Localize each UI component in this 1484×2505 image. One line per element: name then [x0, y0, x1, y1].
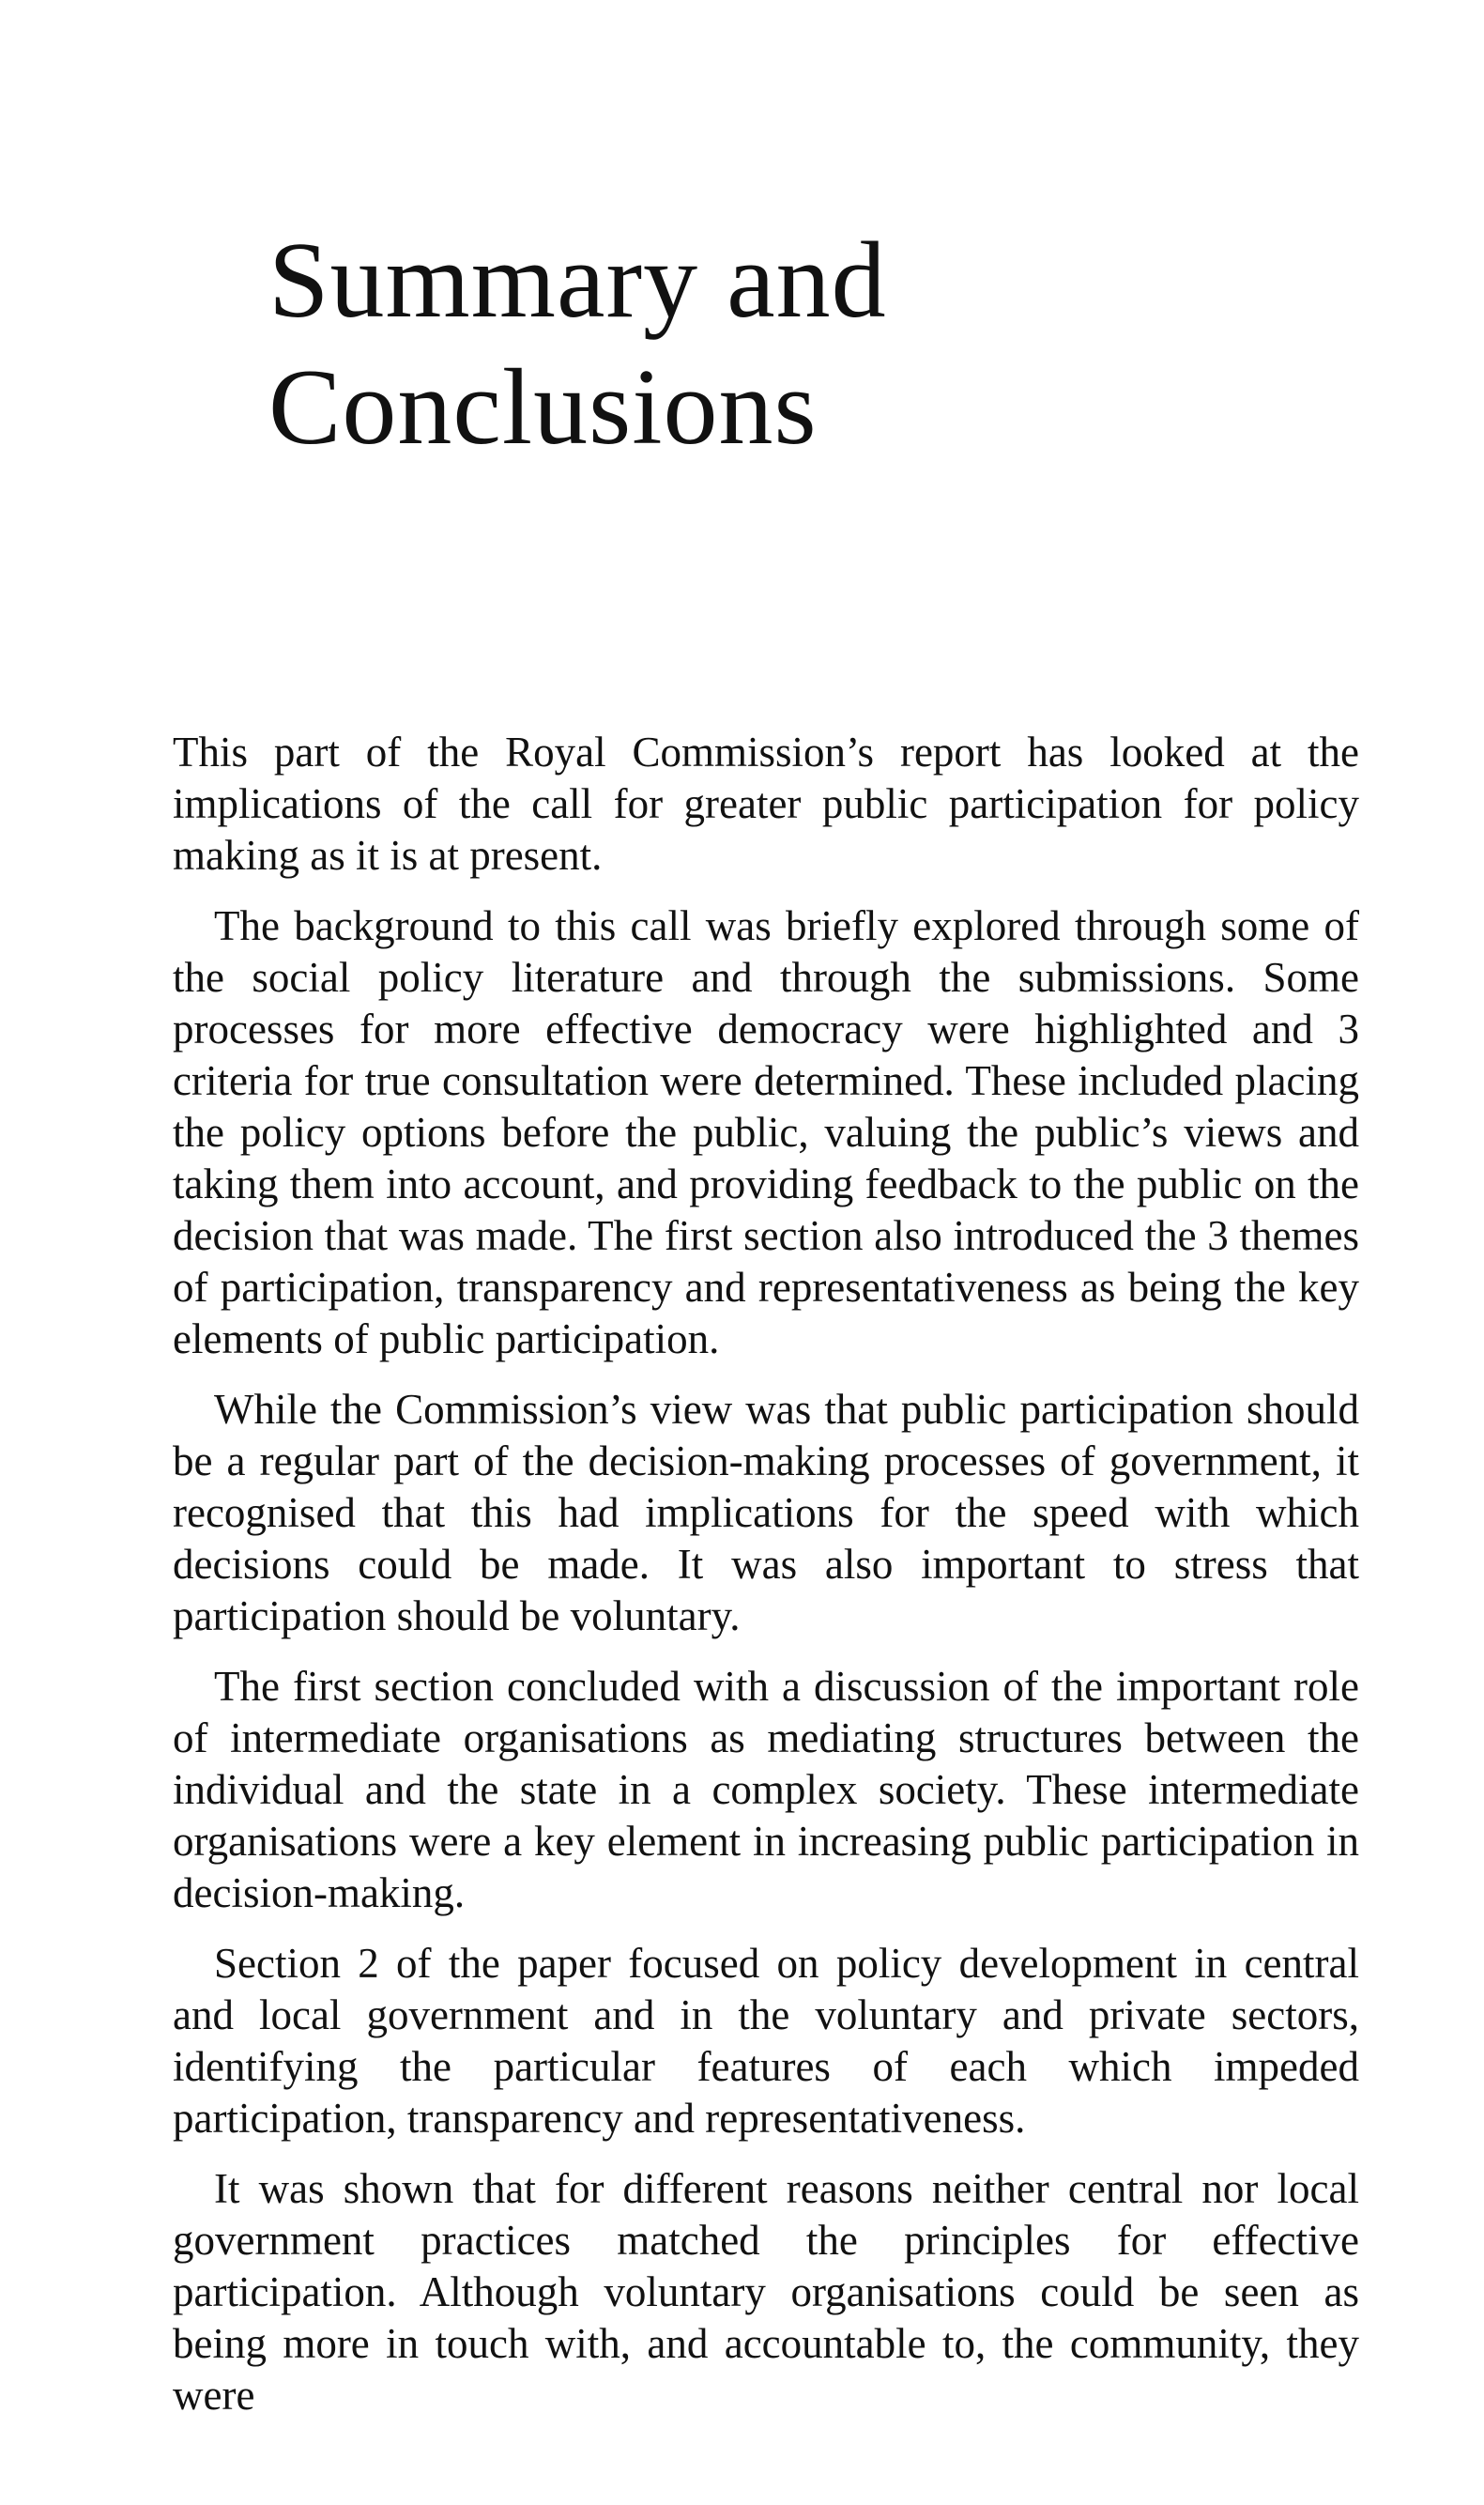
paragraph-4: The first section concluded with a discussion of the important role of intermediate organisations as mediating structures between the individual and the state in a complex society. These intermediate organisations were a key element in increasing public participation in decision-making.: [173, 1663, 1359, 1916]
body-text: [173, 727, 1359, 2440]
paragraph-6: It was shown that for different reasons neither central nor local government practices matched the principles for effective participation. Although voluntary organisations could be seen as being more in touch with, and accountable to, the community, they were: [173, 2165, 1359, 2419]
chapter-title-line-1: Summary and: [268, 221, 887, 341]
paragraph-2: The background to this call was briefly explored through some of the social policy literature and through the submissions. Some processes for more effective democracy were highlighted and 3 criteria for true consultation were determined. These included placing the policy options before the public, valuing the public’s views and taking them into account, and providing feedback to the public on the decision that was made. The first section also introduced the 3 themes of participation, transparency and representativeness as being the key elements of public participation.: [173, 902, 1359, 1362]
paragraph-1: This part of the Royal Commission’s report has looked at the implications of the call for greater public participation for policy making as it is at present.: [173, 729, 1359, 879]
chapter-title-line-2: Conclusions: [268, 347, 818, 468]
paragraph-3: While the Commission’s view was that public participation should be a regular part of the decision-making processes of government, it recognised that this had implications for the speed with which decisions could be made. It was also important to stress that participation should be voluntary.: [173, 1386, 1359, 1639]
chapter-title: [268, 218, 887, 471]
paragraph-5: Section 2 of the paper focused on policy development in central and local government and in the voluntary and private sectors, identifying the particular features of each which impeded participation, transparency and representativeness.: [173, 1940, 1359, 2142]
